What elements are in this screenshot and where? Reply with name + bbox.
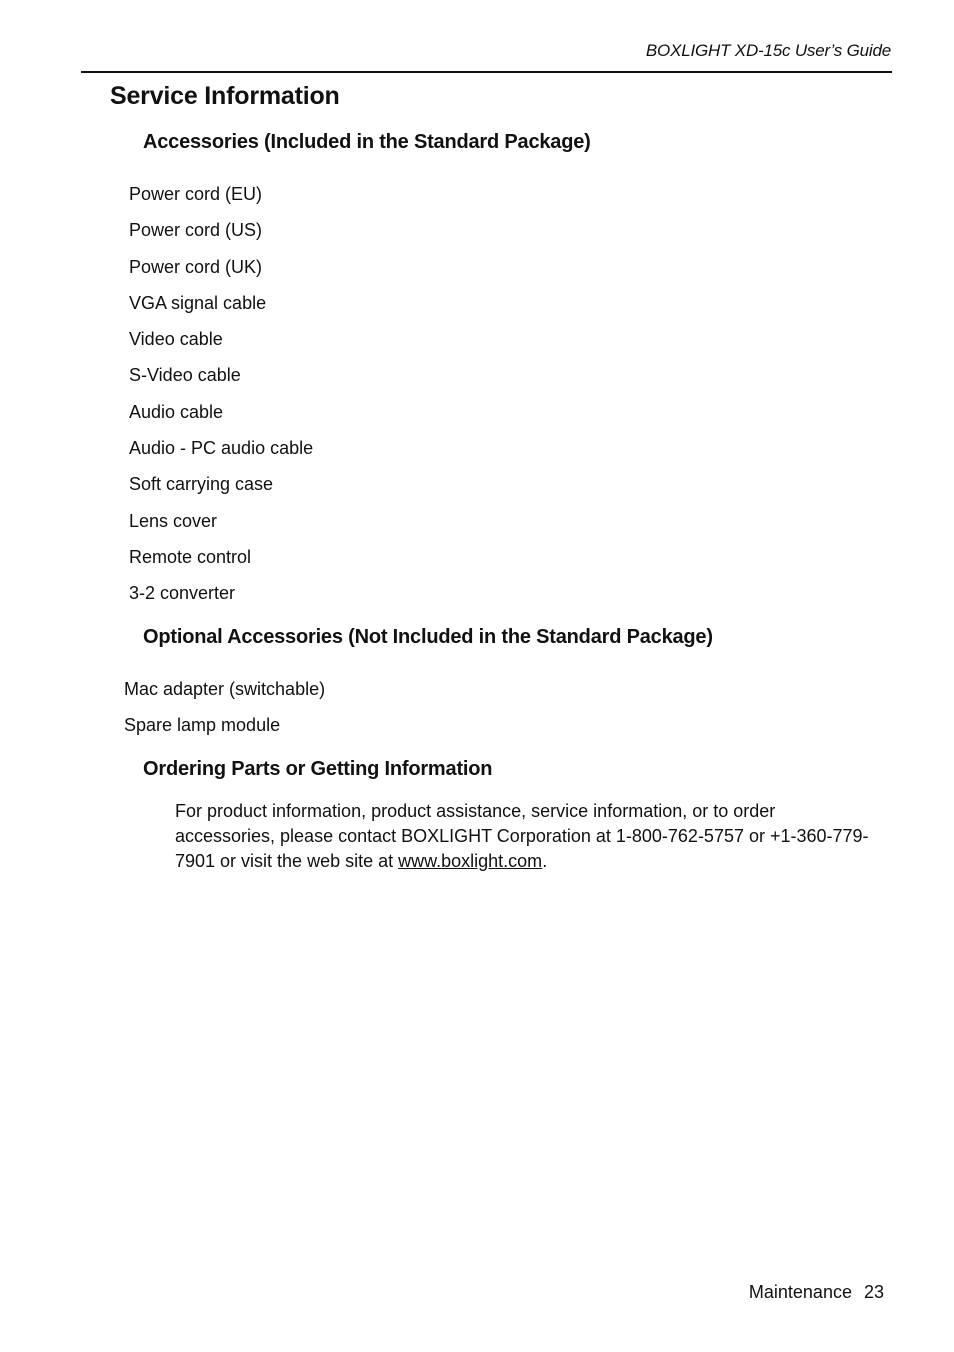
running-header: BOXLIGHT XD-15c User’s Guide [645,41,891,60]
optional-accessories-list [124,678,325,751]
list-item: Lens cover [129,510,218,531]
list-item: VGA signal cable [129,292,267,313]
page-footer [749,1282,884,1303]
footer-section-name: Maintenance [748,1282,852,1302]
ordering-info-text: For product information, product assistance, service information, or to order accessories, please contact BOXLIGHT Corporation at 1-800-762-5757 or +1-360-779-7901 or visit the web site at [175,801,869,871]
header-rule [81,71,892,73]
list-item: 3-2 converter [129,583,236,604]
list-item: Soft carrying case [129,474,274,495]
list-item: Remote control [129,546,252,567]
boxlight-website-link[interactable]: www.boxlight.com [398,851,543,871]
ordering-info-paragraph [175,799,875,874]
list-item: Spare lamp module [124,715,281,736]
list-item: Audio - PC audio cable [129,438,314,459]
list-item: Video cable [129,329,223,350]
list-item: Mac adapter (switchable) [124,679,326,699]
section-heading-included-accessories: Accessories (Included in the Standard Package) [143,131,591,153]
page-title: Service Information [110,82,340,110]
included-accessories-list [129,183,313,619]
list-item: Power cord (UK) [129,256,263,277]
list-item: Power cord (US) [129,220,263,241]
list-item: Power cord (EU) [129,184,263,204]
list-item: S-Video cable [129,365,241,386]
ordering-info-trailing: . [542,851,548,871]
section-heading-ordering-parts: Ordering Parts or Getting Information [143,758,493,780]
page-number: 23 [863,1282,884,1302]
section-heading-optional-accessories: Optional Accessories (Not Included in the Standard Package) [143,626,713,648]
list-item: Audio cable [129,401,224,422]
